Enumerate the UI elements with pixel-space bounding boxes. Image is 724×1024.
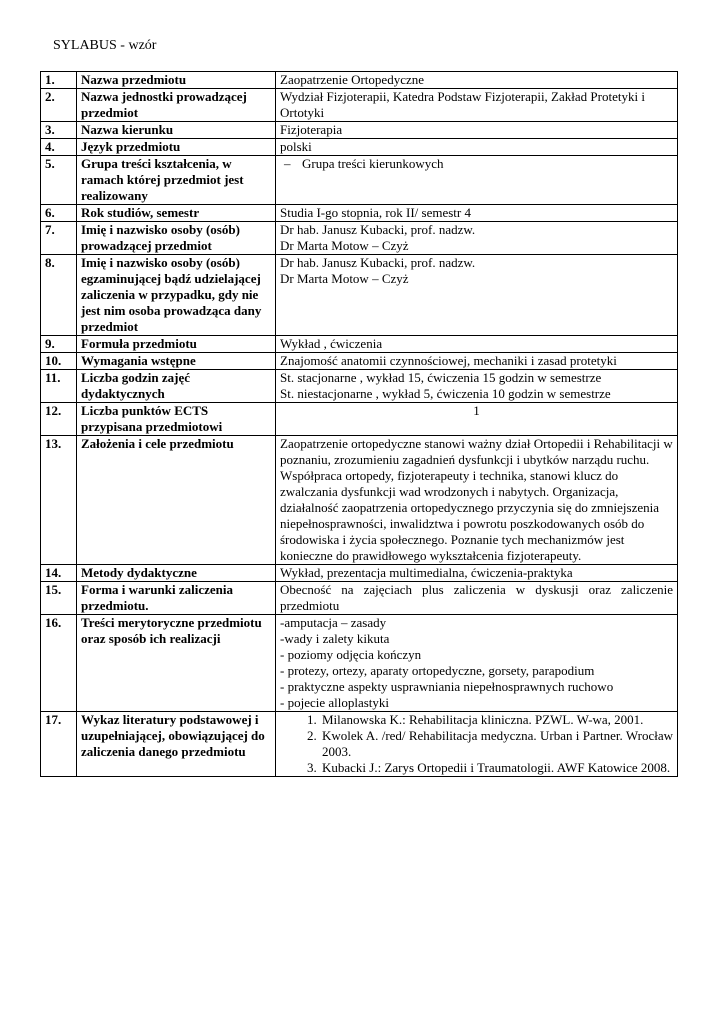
table-row: [41, 72, 678, 89]
row-value: Wykład , ćwiczenia: [276, 336, 678, 353]
row-label: Forma i warunki zaliczenia przedmiotu.: [77, 582, 276, 615]
syllabus-table: [40, 71, 678, 777]
row-number: 17.: [41, 712, 77, 777]
examiner-name: Dr Marta Motow – Czyż: [280, 271, 409, 286]
row-label: Metody dydaktyczne: [77, 565, 276, 582]
table-row: [41, 712, 678, 777]
row-value: Wykład, prezentacja multimedialna, ćwiczenia-praktyka: [276, 565, 678, 582]
table-row: [41, 436, 678, 565]
content-item: - poziomy odjęcia kończyn: [280, 647, 422, 662]
row-value: Studia I-go stopnia, rok II/ semestr 4: [276, 205, 678, 222]
table-row: [41, 139, 678, 156]
row-number: 8.: [41, 255, 77, 336]
content-group-item: [280, 156, 673, 172]
row-label: Założenia i cele przedmiotu: [77, 436, 276, 565]
content-item: -wady i zalety kikuta: [280, 631, 390, 646]
row-number: 4.: [41, 139, 77, 156]
row-label: Nazwa kierunku: [77, 122, 276, 139]
document-title: SYLABUS - wzór: [53, 38, 157, 53]
row-number: 9.: [41, 336, 77, 353]
table-row: [41, 403, 678, 436]
table-row: [41, 353, 678, 370]
row-number: 10.: [41, 353, 77, 370]
row-label: Rok studiów, semestr: [77, 205, 276, 222]
row-number: 14.: [41, 565, 77, 582]
row-number: 6.: [41, 205, 77, 222]
row-number: 2.: [41, 89, 77, 122]
row-value: Znajomość anatomii czynnościowej, mechaniki i zasad protetyki: [276, 353, 678, 370]
row-number: 15.: [41, 582, 77, 615]
row-label: Język przedmiotu: [77, 139, 276, 156]
content-group-text: Grupa treści kierunkowych: [302, 156, 444, 171]
row-value: Zaopatrzenie ortopedyczne stanowi ważny dział Ortopedii i Rehabilitacji w poznaniu, zrozumieniu zagadnień dysfunkcji i ubytków narządu ruchu. Współpraca ortopedy, fizjoterapeuty i technika, stanowi klucz do zwalczania dysfunkcji wad wrodzonych i nabytych. Organizacja, działalność zaopatrzenia ortopedycznego przyczynia się do zmniejszenia niepełnosprawności, inwalidztwa i powrotu poszkodowanych osób do środowiska i życia społecznego. Poznanie tych mechanizmów jest konieczne do prawidłowego wykształcenia fizjoterapeuty.: [276, 436, 678, 565]
row-number: 13.: [41, 436, 77, 565]
table-row: [41, 156, 678, 205]
table-row: [41, 336, 678, 353]
row-value: [276, 156, 678, 205]
row-label: Formuła przedmiotu: [77, 336, 276, 353]
row-value: Obecność na zajęciach plus zaliczenia w dyskusji oraz zaliczenie przedmiotu: [276, 582, 678, 615]
row-value: polski: [276, 139, 678, 156]
table-row: [41, 222, 678, 255]
row-number: 7.: [41, 222, 77, 255]
row-label: Wykaz literatury podstawowej i uzupełniającej, obowiązującej do zaliczenia danego przedmiotu: [77, 712, 276, 777]
table-row: [41, 565, 678, 582]
row-label: Liczba punktów ECTS przypisana przedmiotowi: [77, 403, 276, 436]
row-label: Imię i nazwisko osoby (osób) prowadzącej przedmiot: [77, 222, 276, 255]
instructor-name: Dr Marta Motow – Czyż: [280, 238, 409, 253]
instructor-name: Dr hab. Janusz Kubacki, prof. nadzw.: [280, 222, 476, 237]
row-value: [276, 370, 678, 403]
row-value: Fizjoterapia: [276, 122, 678, 139]
hours-line: St. stacjonarne , wykład 15, ćwiczenia 15 godzin w semestrze: [280, 370, 602, 385]
row-number: 16.: [41, 615, 77, 712]
row-label: Nazwa przedmiotu: [77, 72, 276, 89]
table-row: [41, 122, 678, 139]
row-number: 1.: [41, 72, 77, 89]
row-label: Liczba godzin zajęć dydaktycznych: [77, 370, 276, 403]
hours-line: St. niestacjonarne , wykład 5, ćwiczenia 10 godzin w semestrze: [280, 386, 611, 401]
row-value: [276, 712, 678, 777]
row-number: 12.: [41, 403, 77, 436]
row-value: Zaopatrzenie Ortopedyczne: [276, 72, 678, 89]
row-number: 11.: [41, 370, 77, 403]
content-item: - protezy, ortezy, aparaty ortopedyczne, gorsety, parapodium: [280, 663, 595, 678]
content-item: - praktyczne aspekty usprawniania niepełnosprawnych ruchowo: [280, 679, 614, 694]
table-row: [41, 615, 678, 712]
dash-bullet: –: [284, 156, 291, 171]
row-value: [276, 255, 678, 336]
row-value: [276, 615, 678, 712]
table-row: [41, 89, 678, 122]
row-label: Treści merytoryczne przedmiotu oraz sposób ich realizacji: [77, 615, 276, 712]
row-value: [276, 222, 678, 255]
row-label: Wymagania wstępne: [77, 353, 276, 370]
row-label: Imię i nazwisko osoby (osób) egzaminującej bądź udzielającej zaliczenia w przypadku, gdy nie jest nim osoba prowadząca dany przedmiot: [77, 255, 276, 336]
literature-item: 3. Kubacki J.: Zarys Ortopedii i Traumatologii. AWF Katowice 2008.: [320, 760, 673, 776]
content-item: - pojecie alloplastyki: [280, 695, 390, 710]
literature-item: 2. Kwolek A. /red/ Rehabilitacja medyczna. Urban i Partner. Wrocław 2003.: [320, 728, 673, 760]
row-number: 3.: [41, 122, 77, 139]
row-number: 5.: [41, 156, 77, 205]
examiner-name: Dr hab. Janusz Kubacki, prof. nadzw.: [280, 255, 476, 270]
content-item: -amputacja – zasady: [280, 615, 387, 630]
row-value: Wydział Fizjoterapii, Katedra Podstaw Fizjoterapii, Zakład Protetyki i Ortotyki: [276, 89, 678, 122]
row-label: Nazwa jednostki prowadzącej przedmiot: [77, 89, 276, 122]
table-row: [41, 582, 678, 615]
literature-item: 1. Milanowska K.: Rehabilitacja kliniczna. PZWL. W-wa, 2001.: [320, 712, 673, 728]
table-row: [41, 255, 678, 336]
table-row: [41, 205, 678, 222]
row-label: Grupa treści kształcenia, w ramach której przedmiot jest realizowany: [77, 156, 276, 205]
ects-value: 1: [276, 403, 678, 436]
literature-list: [280, 712, 673, 776]
table-row: [41, 370, 678, 403]
